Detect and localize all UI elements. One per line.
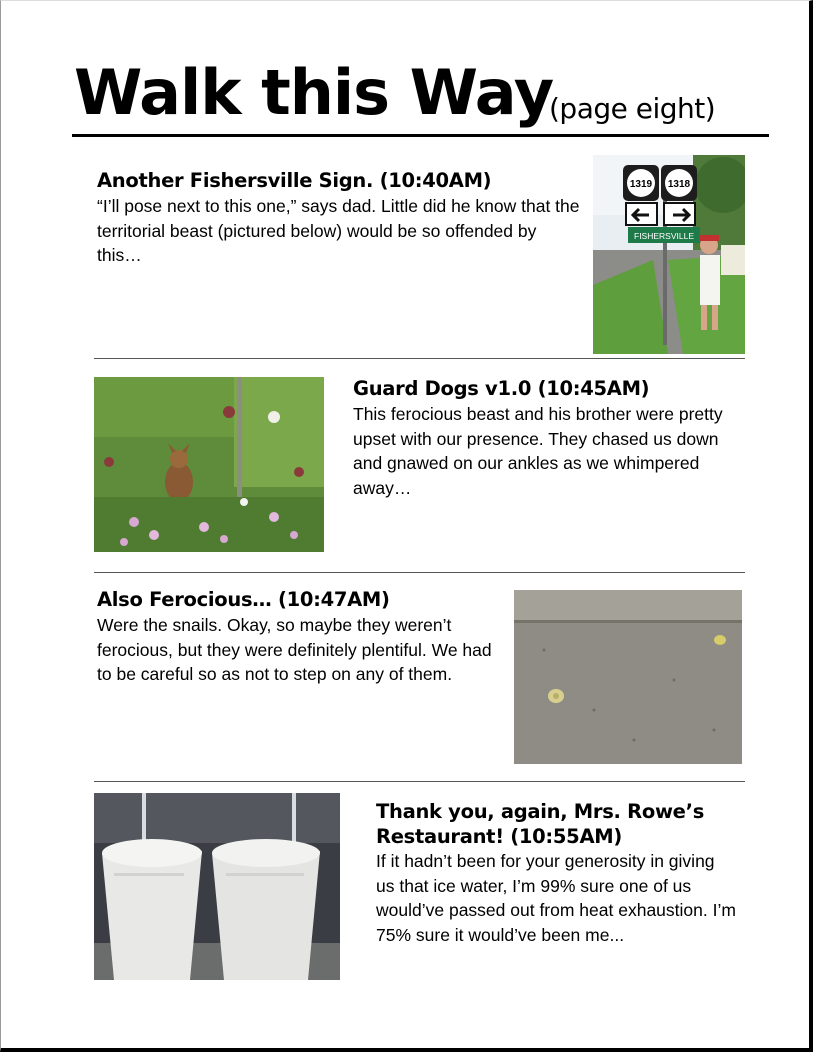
- page-subtitle: (page eight): [549, 92, 716, 125]
- sign-number-left: 1319: [629, 179, 653, 190]
- photo-fishersville-sign: [593, 155, 745, 354]
- section-heading-fishersville-sign: Another Fishersville Sign. (10:40AM): [97, 169, 492, 192]
- section-heading-mrs-rowes: Thank you, again, Mrs. Rowe’s Restaurant! (10:55AM): [376, 800, 704, 848]
- sign-town-name: FISHERSVILLE: [634, 231, 694, 241]
- section-body-guard-dogs: This ferocious beast and his brother were pretty upset with our presence. They chased us down and gnawed on our ankles as we whimpered away…: [353, 404, 723, 498]
- photo-ice-water-cups: [94, 793, 340, 980]
- title-divider: [72, 134, 769, 137]
- section-heading-snails: Also Ferocious… (10:47AM): [97, 588, 390, 611]
- section-divider: [94, 781, 745, 782]
- section-heading-guard-dogs: Guard Dogs v1.0 (10:45AM): [353, 377, 650, 400]
- section-body-snails: Were the snails. Okay, so maybe they weren’t ferocious, but they were definitely plentiful. We had to be careful so as not to step on any of them.: [97, 615, 492, 684]
- section-divider: [94, 572, 745, 573]
- section-divider: [94, 358, 745, 359]
- page-title: Walk this Way: [74, 56, 554, 129]
- section-body-fishersville-sign: “I’ll pose next to this one,” says dad. Little did he know that the territorial beast (pictured below) would be so offended by this…: [97, 196, 580, 265]
- photo-snails: [514, 590, 742, 764]
- section-body-mrs-rowes: If it hadn’t been for your generosity in giving us that ice water, I’m 99% sure one of us would’ve passed out from heat exhaustion. I’m 75% sure it would’ve been me...: [376, 851, 736, 945]
- sign-number-right: 1318: [667, 179, 691, 190]
- photo-guard-dog: [94, 377, 324, 552]
